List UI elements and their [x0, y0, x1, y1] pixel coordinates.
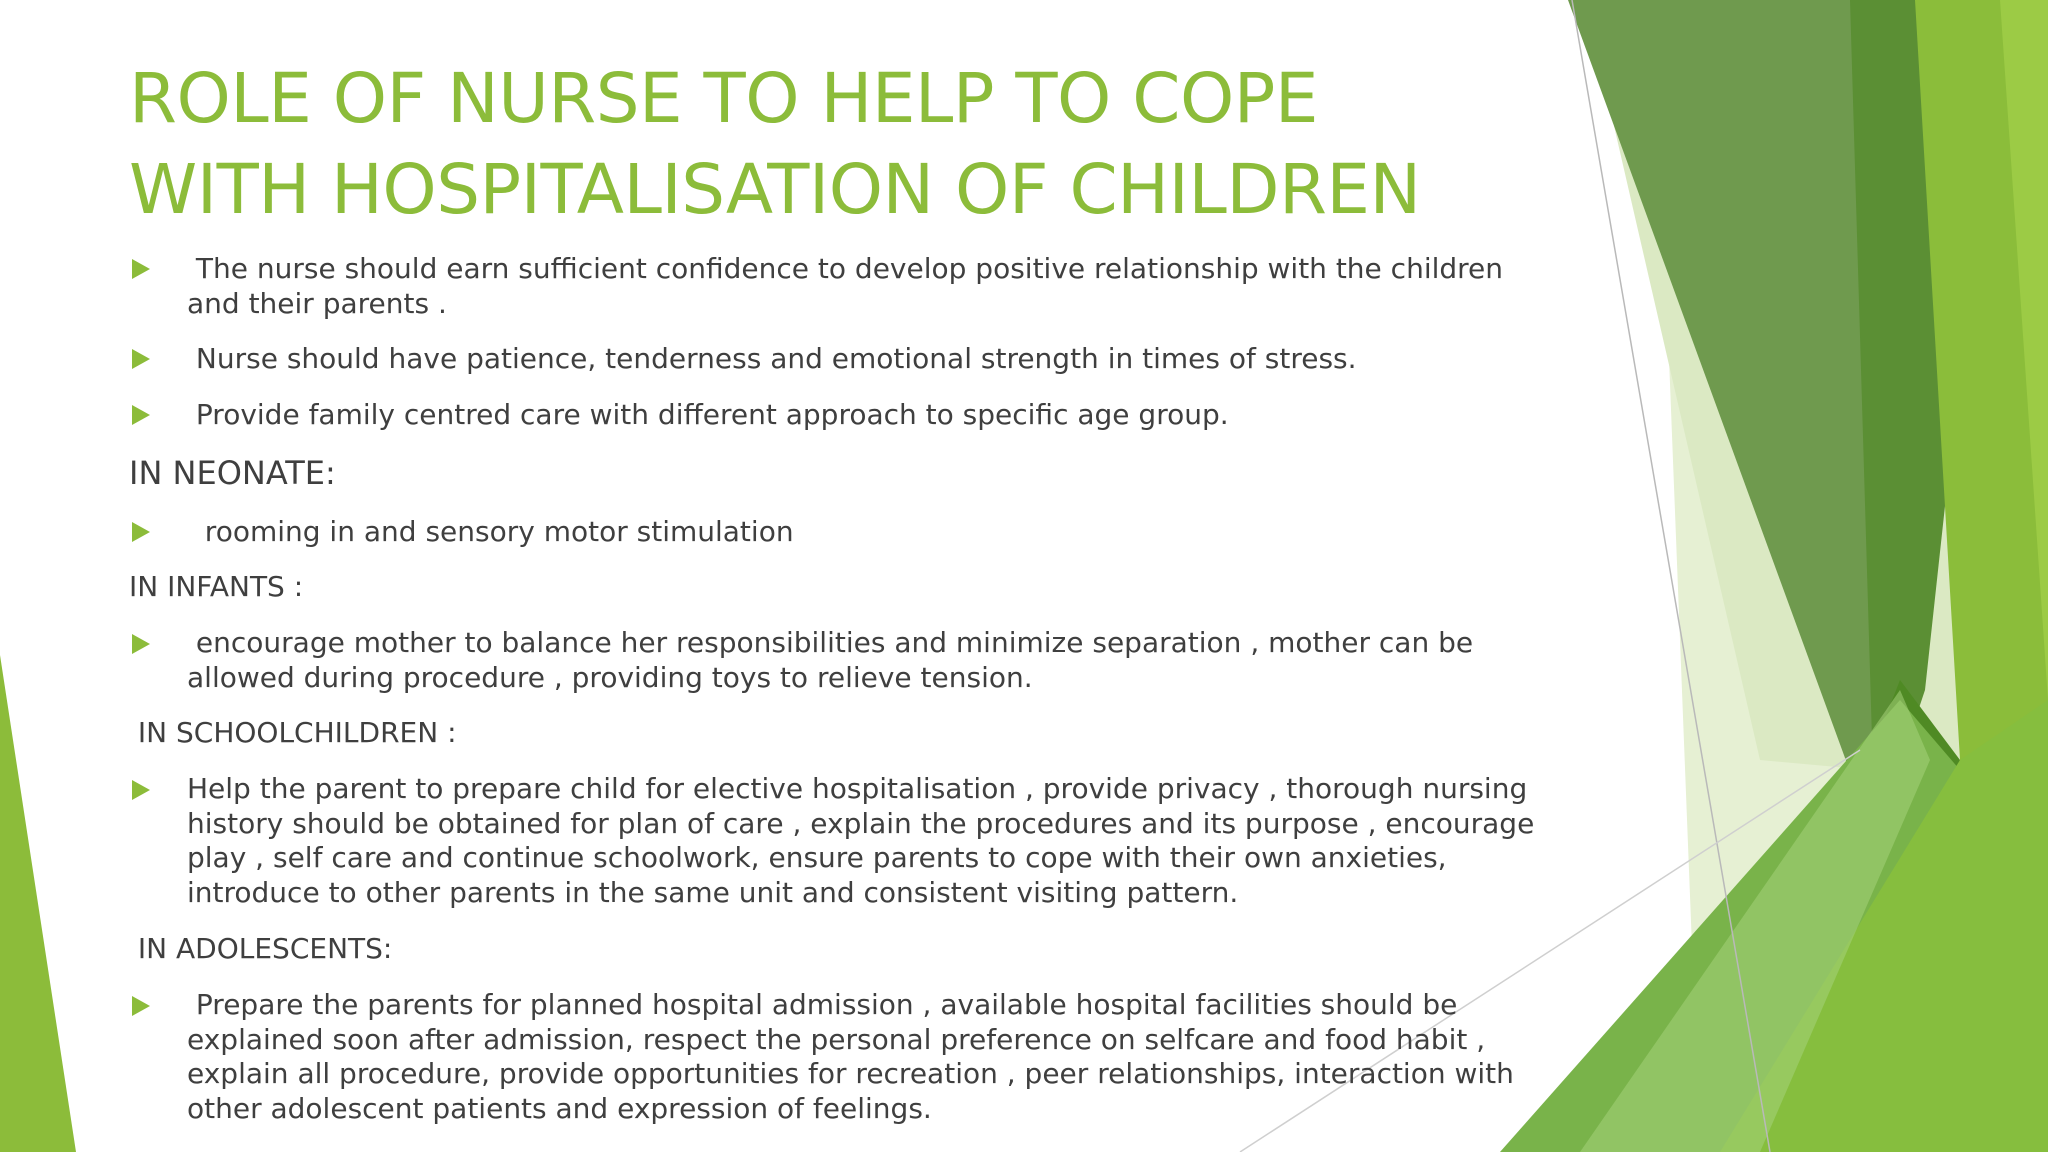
bullet-arrow-icon [132, 996, 150, 1016]
bullet-arrow-icon [132, 259, 150, 279]
infants-bullet-1-line-2: allowed during procedure , providing toys to relieve tension. [187, 660, 1033, 694]
bullet-arrow-icon [132, 522, 150, 542]
left-green-sliver [0, 655, 76, 1152]
schoolchildren-bullet-1-line-1: Help the parent to prepare child for elective hospitalisation , provide privacy , thorough nursing [187, 772, 1528, 805]
infants-bullet-1-line-1: encourage mother to balance her responsibilities and minimize separation , mother can be [187, 626, 1474, 659]
section-heading-adolescents: IN ADOLESCENTS: [129, 932, 393, 965]
title-line-1: ROLE OF NURSE TO HELP TO COPE [129, 59, 1318, 139]
schoolchildren-bullet-1-line-3: play , self care and continue schoolwork, ensure parents to cope with their own anxieties, [187, 841, 1447, 874]
bullet-arrow-icon [132, 634, 150, 654]
bullet-arrow-icon [132, 780, 150, 800]
schoolchildren-bullet-1-line-4: introduce to other parents in the same unit and consistent visiting pattern. [187, 875, 1239, 909]
intro-bullet-1-line-2: and their parents . [187, 286, 447, 320]
intro-bullet-2 [187, 342, 1357, 377]
intro-bullet-1 [187, 252, 1503, 321]
intro-bullet-3 [187, 398, 1229, 433]
section-heading-infants: IN INFANTS : [129, 570, 304, 603]
adolescents-bullet-1-line-3: explain all procedure, provide opportunities for recreation , peer relationships, interaction with [187, 1057, 1514, 1090]
intro-bullet-2-line-1: Nurse should have patience, tenderness and emotional strength in times of stress. [187, 342, 1357, 375]
intro-bullet-3-line-1: Provide family centred care with different approach to specific age group. [187, 398, 1229, 431]
slide-title [129, 54, 1559, 236]
adolescents-bullet-1-line-2: explained soon after admission, respect the personal preference on selfcare and food habit , [187, 1022, 1486, 1056]
adolescents-bullet-1-line-1: Prepare the parents for planned hospital admission , available hospital facilities should be [187, 988, 1458, 1021]
intro-bullet-1-line-1: The nurse should earn sufficient confidence to develop positive relationship with the children [187, 252, 1504, 285]
neonate-bullet-1 [187, 515, 794, 550]
adolescents-bullet-1 [187, 988, 1514, 1126]
neonate-bullet-1-line-1: rooming in and sensory motor stimulation [187, 515, 794, 548]
infants-bullet-1 [187, 626, 1473, 695]
bullet-arrow-icon [132, 405, 150, 425]
title-line-2: WITH HOSPITALISATION OF CHILDREN [129, 150, 1421, 230]
section-heading-neonate: IN NEONATE: [129, 454, 336, 492]
schoolchildren-bullet-1 [187, 772, 1534, 910]
bullet-arrow-icon [132, 349, 150, 369]
adolescents-bullet-1-line-4: other adolescent patients and expression of feelings. [187, 1091, 932, 1125]
section-heading-schoolchildren: IN SCHOOLCHILDREN : [129, 716, 457, 749]
schoolchildren-bullet-1-line-2: history should be obtained for plan of care , explain the procedures and its purpose , encourage [187, 806, 1535, 840]
